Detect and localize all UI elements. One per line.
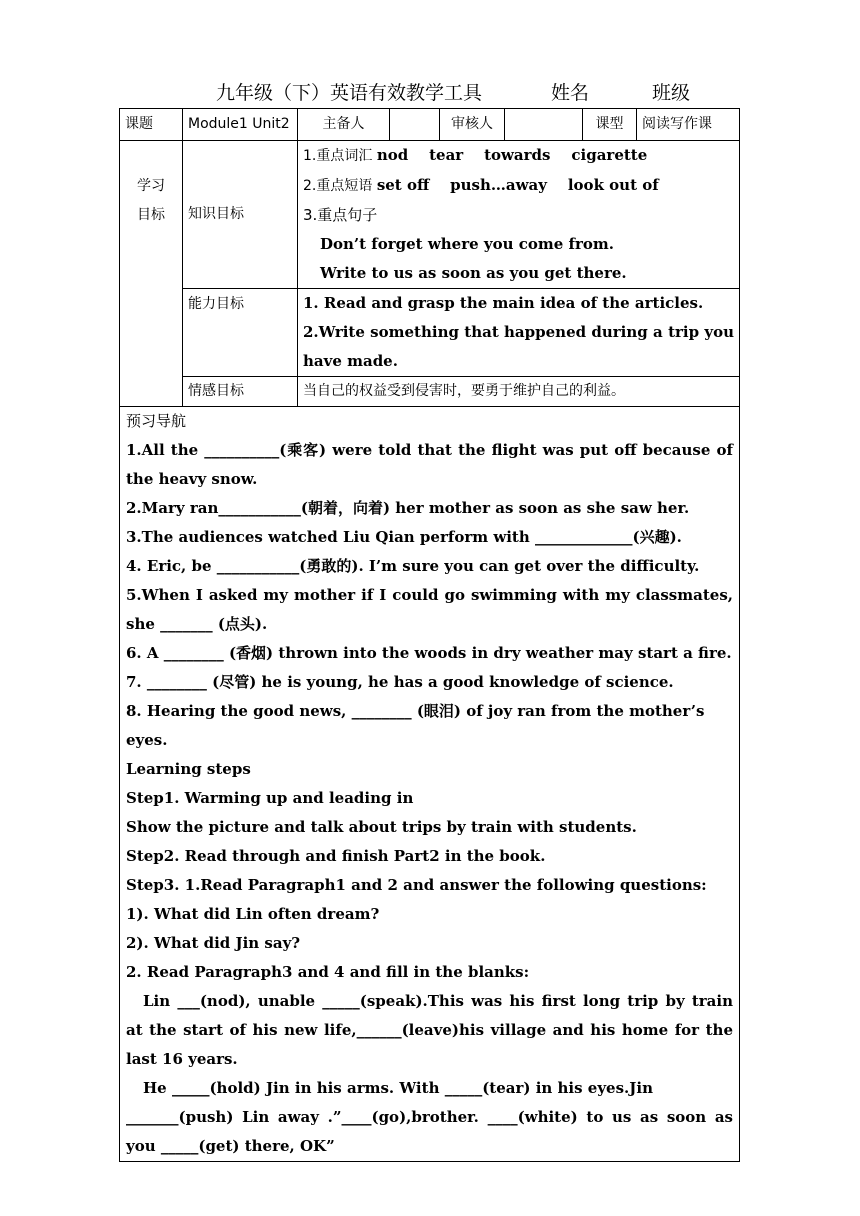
fill-blank-paragraph-1: Lin ___(nod), unable _____(speak).This was his first long trip by train at the start of his new life,______(leave)his village and his home for the last 16 years. <box>126 992 733 1068</box>
ability-goal-1: 1. Read and grasp the main idea of the articles. <box>303 294 704 312</box>
learning-steps-heading: Learning steps <box>126 760 251 778</box>
preview-item-5: 5.When I asked my mother if I could go swimming with my classmates, she _______ (点头). <box>126 586 733 633</box>
ability-goals-content <box>298 289 740 377</box>
key-sentence-2: Write to us as soon as you get there. <box>320 264 627 282</box>
info-row <box>120 109 740 141</box>
preview-heading: 预习导航 <box>126 412 187 430</box>
student-name-label: 姓名 <box>551 82 590 104</box>
lesson-type-value: 阅读写作课 <box>637 109 740 141</box>
preview-item-7: 7. ________ (尽管) he is young, he has a good knowledge of science. <box>126 673 674 691</box>
knowledge-goals-label: 知识目标 <box>183 141 298 289</box>
question-2: 2). What did Jin say? <box>126 934 301 952</box>
topic-value: Module1 Unit2 <box>183 109 298 141</box>
preview-item-3: 3.The audiences watched Liu Qian perform with _____________(兴趣). <box>126 528 682 546</box>
ability-goals-label: 能力目标 <box>183 289 298 377</box>
class-label: 班级 <box>652 82 691 104</box>
key-phrases-line: 2.重点短语 set off push…away look out of <box>303 176 659 194</box>
step2: Step2. Read through and finish Part2 in the book. <box>126 847 546 865</box>
question-1: 1). What did Lin often dream? <box>126 905 380 923</box>
ability-goals-row <box>120 289 740 377</box>
lesson-type-label: 课型 <box>583 109 637 141</box>
emotion-goals-label: 情感目标 <box>183 377 298 407</box>
key-sentence-1: Don’t forget where you come from. <box>320 235 614 253</box>
step1-text: Show the picture and talk about trips by train with students. <box>126 818 637 836</box>
step3: Step3. 1.Read Paragraph1 and 2 and answer the following questions: <box>126 876 707 894</box>
step1-title: Step1. Warming up and leading in <box>126 789 414 807</box>
learning-goals-label: 学习 目标 <box>120 141 183 407</box>
ability-goal-2: 2.Write something that happened during a trip you have made. <box>303 323 734 370</box>
preparer-label: 主备人 <box>298 109 390 141</box>
emotion-goals-row <box>120 377 740 407</box>
page-header <box>0 78 860 106</box>
preview-item-1: 1.All the __________(乘客) were told that the flight was put off because of the heavy snow. <box>126 441 733 488</box>
task-2: 2. Read Paragraph3 and 4 and fill in the blanks: <box>126 963 530 981</box>
fill-blank-paragraph-2-rest: _______(push) Lin away .”____(go),brother. ____(white) to us as soon as you _____(get) there, OK” <box>126 1108 733 1155</box>
reviewer-label: 审核人 <box>440 109 505 141</box>
preparer-value <box>390 109 440 141</box>
preview-item-2: 2.Mary ran___________(朝着，向着) her mother as soon as she saw her. <box>126 499 690 517</box>
worksheet-title: 九年级（下）英语有效教学工具 <box>216 82 483 104</box>
topic-label: 课题 <box>120 109 183 141</box>
preview-section-row <box>120 407 740 1162</box>
knowledge-goals-content <box>298 141 740 289</box>
knowledge-goals-row <box>120 141 740 289</box>
preview-item-4: 4. Eric, be ___________(勇敢的). I’m sure you can get over the difficulty. <box>126 557 700 575</box>
preview-item-8: 8. Hearing the good news, ________ (眼泪) of joy ran from the mother’s eyes. <box>126 702 705 749</box>
preview-item-6: 6. A ________ (香烟) thrown into the woods in dry weather may start a fire. <box>126 644 732 662</box>
preview-section <box>120 407 740 1162</box>
key-vocabulary-line: 1.重点词汇 nod tear towards cigarette <box>303 146 648 164</box>
key-sentences-line: 3.重点句子 <box>303 206 378 224</box>
fill-blank-paragraph-2-line1: He _____(hold) Jin in his arms. With _____(tear) in his eyes.Jin <box>143 1079 653 1097</box>
emotion-goals-content: 当自己的权益受到侵害时，要勇于维护自己的利益。 <box>298 377 740 407</box>
lesson-plan-table <box>119 108 740 1162</box>
reviewer-value <box>505 109 583 141</box>
